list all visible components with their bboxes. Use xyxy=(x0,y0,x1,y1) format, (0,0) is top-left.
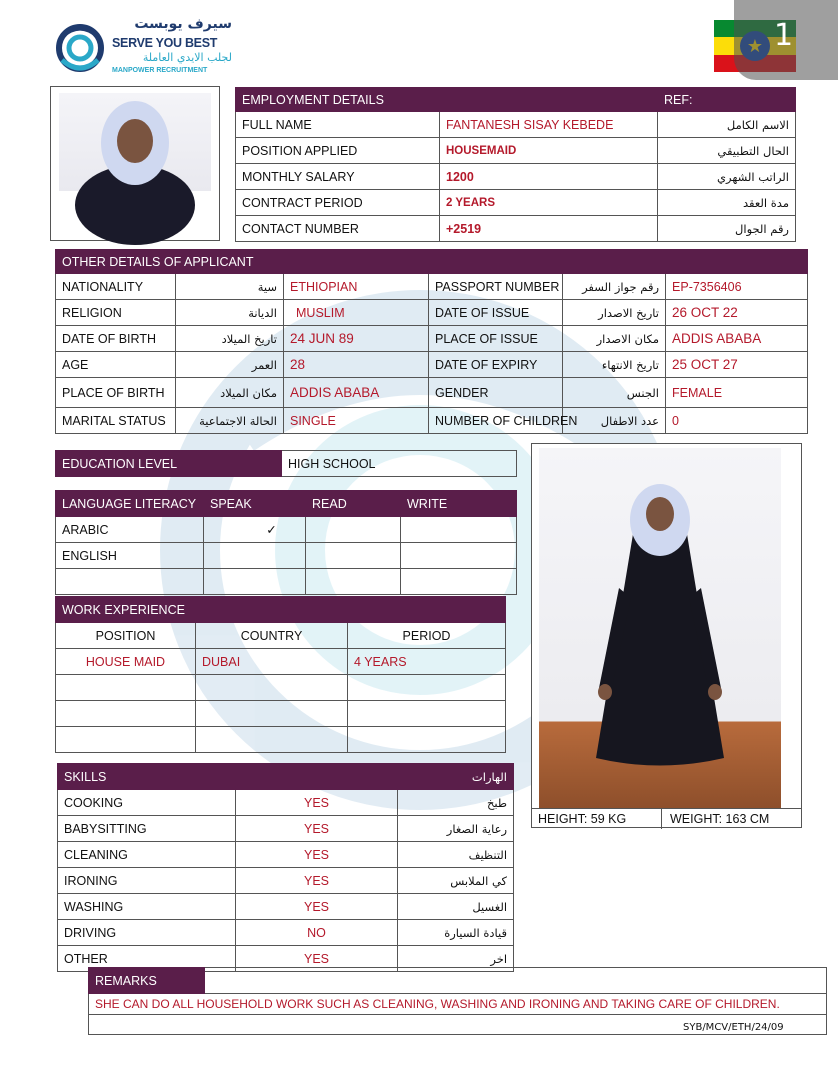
skill-name: WASHING xyxy=(58,894,236,920)
table-row xyxy=(58,842,514,868)
salary-value: 1200 xyxy=(440,164,658,190)
table-row xyxy=(236,112,796,138)
table-row xyxy=(56,352,808,378)
expiry-value: 25 OCT 27 xyxy=(666,352,808,378)
passport-arabic: رقم جواز السفر xyxy=(563,274,666,300)
skill-value: YES xyxy=(236,816,398,842)
table-row xyxy=(56,378,808,408)
language-read xyxy=(306,543,401,569)
employment-details-table xyxy=(235,87,796,242)
dob-arabic: تاريخ الميلاد xyxy=(176,326,284,352)
skill-name: BABYSITTING xyxy=(58,816,236,842)
work-country xyxy=(196,727,348,753)
full-body-photo xyxy=(539,448,781,808)
issue-place-value: ADDIS ABABA xyxy=(666,326,808,352)
skill-arabic: اخر xyxy=(398,946,514,972)
education-label: EDUCATION LEVEL xyxy=(56,451,282,477)
skill-arabic: التنظيف xyxy=(398,842,514,868)
age-arabic: العمر xyxy=(176,352,284,378)
speak-header: SPEAK xyxy=(204,491,306,517)
dob-value: 24 JUN 89 xyxy=(284,326,429,352)
remarks-title: REMARKS xyxy=(89,968,205,994)
salary-label: MONTHLY SALARY xyxy=(236,164,440,190)
logo-name: SERVE YOU BEST xyxy=(112,36,218,50)
table-row xyxy=(58,920,514,946)
skills-table xyxy=(57,763,514,972)
expiry-label: DATE OF EXPIRY xyxy=(429,352,563,378)
children-value: 0 xyxy=(666,408,808,434)
skill-arabic: قيادة السيارة xyxy=(398,920,514,946)
skill-value: YES xyxy=(236,946,398,972)
logo-knot-icon xyxy=(54,18,106,78)
table-row xyxy=(56,649,506,675)
table-row xyxy=(56,623,506,649)
page-number: 1 xyxy=(774,18,794,53)
position-arabic: الحال التطبيقي xyxy=(658,138,796,164)
contact-value: +2519 xyxy=(440,216,658,242)
skill-name: OTHER xyxy=(58,946,236,972)
work-position xyxy=(56,701,196,727)
education-value: HIGH SCHOOL xyxy=(282,451,517,477)
skill-name: IRONING xyxy=(58,868,236,894)
table-row xyxy=(236,216,796,242)
issue-date-value: 26 OCT 22 xyxy=(666,300,808,326)
logo-sub: MANPOWER RECRUITMENT xyxy=(112,67,208,74)
full-name-arabic: الاسم الكامل xyxy=(658,112,796,138)
skill-name: CLEANING xyxy=(58,842,236,868)
position-value: HOUSEMAID xyxy=(440,138,658,164)
full-name-value: FANTANESH SISAY KEBEDE xyxy=(440,112,658,138)
language-header: LANGUAGE LITERACY xyxy=(56,491,204,517)
issue-place-label: PLACE OF ISSUE xyxy=(429,326,563,352)
company-logo xyxy=(54,18,234,80)
portrait-photo-frame xyxy=(50,86,220,241)
contract-value: 2 YEARS xyxy=(440,190,658,216)
table-row xyxy=(58,868,514,894)
skill-value: YES xyxy=(236,894,398,920)
work-position xyxy=(56,727,196,753)
table-row xyxy=(236,164,796,190)
religion-value: MUSLIM xyxy=(284,300,429,326)
language-write xyxy=(401,569,517,595)
table-row xyxy=(56,274,808,300)
position-label: POSITION APPLIED xyxy=(236,138,440,164)
skill-value: YES xyxy=(236,842,398,868)
work-period xyxy=(348,727,506,753)
footer-code: SYB/MCV/ETH/24/09 xyxy=(683,1022,784,1033)
nationality-arabic: سية xyxy=(176,274,284,300)
table-row xyxy=(236,138,796,164)
full-name-label: FULL NAME xyxy=(236,112,440,138)
table-row xyxy=(56,300,808,326)
nationality-label: NATIONALITY xyxy=(56,274,176,300)
contract-label: CONTRACT PERIOD xyxy=(236,190,440,216)
skill-name: DRIVING xyxy=(58,920,236,946)
passport-value: EP-7356406 xyxy=(666,274,808,300)
gender-value: FEMALE xyxy=(666,378,808,408)
work-period xyxy=(348,701,506,727)
work-period xyxy=(348,675,506,701)
language-write xyxy=(401,517,517,543)
contact-label: CONTACT NUMBER xyxy=(236,216,440,242)
work-experience-title: WORK EXPERIENCE xyxy=(56,597,348,623)
age-label: AGE xyxy=(56,352,176,378)
language-table xyxy=(55,490,517,595)
language-name xyxy=(56,569,204,595)
skill-arabic: الغسيل xyxy=(398,894,514,920)
work-period: 4 YEARS xyxy=(348,649,506,675)
write-header: WRITE xyxy=(401,491,517,517)
birth-place-value: ADDIS ABABA xyxy=(284,378,429,408)
employment-details-title: EMPLOYMENT DETAILS xyxy=(236,88,658,112)
skill-arabic: طبخ xyxy=(398,790,514,816)
nationality-value: ETHIOPIAN xyxy=(284,274,429,300)
language-name: ENGLISH xyxy=(56,543,204,569)
religion-label: RELIGION xyxy=(56,300,176,326)
work-country xyxy=(196,701,348,727)
marital-value: SINGLE xyxy=(284,408,429,434)
other-details-title: OTHER DETAILS OF APPLICANT xyxy=(56,250,429,274)
table-row xyxy=(56,569,517,595)
table-row xyxy=(56,517,517,543)
birth-place-label: PLACE OF BIRTH xyxy=(56,378,176,408)
contract-arabic: مدة العقد xyxy=(658,190,796,216)
birth-place-arabic: مكان الميلاد xyxy=(176,378,284,408)
full-body-photo-frame xyxy=(531,443,802,828)
header-spacer xyxy=(348,597,506,623)
check-icon: ✓ xyxy=(204,517,306,543)
other-details-table xyxy=(55,249,808,434)
gender-arabic: الجنس xyxy=(563,378,666,408)
logo-arabic-sub: لجلب الايدي العاملة xyxy=(142,51,232,64)
education-table xyxy=(55,450,517,477)
table-row xyxy=(236,190,796,216)
portrait-photo xyxy=(59,93,211,191)
issue-place-arabic: مكان الاصدار xyxy=(563,326,666,352)
salary-arabic: الراتب الشهري xyxy=(658,164,796,190)
children-label: NUMBER OF CHILDREN xyxy=(429,408,563,434)
skill-value: YES xyxy=(236,868,398,894)
table-row xyxy=(56,326,808,352)
remarks-text: SHE CAN DO ALL HOUSEHOLD WORK SUCH AS CLEANING, WASHING AND IRONING AND TAKING CARE OF CHILDREN. xyxy=(89,994,827,1015)
header-spacer xyxy=(429,250,808,274)
dob-label: DATE OF BIRTH xyxy=(56,326,176,352)
language-read xyxy=(306,517,401,543)
religion-arabic: الديانة xyxy=(176,300,284,326)
skill-arabic: كي الملابس xyxy=(398,868,514,894)
issue-date-arabic: تاريخ الاصدار xyxy=(563,300,666,326)
page-number-tab xyxy=(734,0,838,80)
table-row xyxy=(58,894,514,920)
marital-arabic: الحالة الاجتماعية xyxy=(176,408,284,434)
language-speak xyxy=(204,543,306,569)
table-row xyxy=(56,543,517,569)
children-arabic: عدد الاطفال xyxy=(563,408,666,434)
work-position xyxy=(56,675,196,701)
skill-value: YES xyxy=(236,790,398,816)
period-header: PERIOD xyxy=(348,623,506,649)
skills-title: SKILLS xyxy=(58,764,398,790)
read-header: READ xyxy=(306,491,401,517)
skill-arabic: رعاية الصغار xyxy=(398,816,514,842)
work-country xyxy=(196,675,348,701)
table-row xyxy=(56,675,506,701)
gender-label: GENDER xyxy=(429,378,563,408)
passport-label: PASSPORT NUMBER xyxy=(429,274,563,300)
language-write xyxy=(401,543,517,569)
work-position: HOUSE MAID xyxy=(56,649,196,675)
work-country: DUBAI xyxy=(196,649,348,675)
ref-label: REF: xyxy=(658,88,796,112)
language-read xyxy=(306,569,401,595)
language-speak xyxy=(204,569,306,595)
marital-label: MARITAL STATUS xyxy=(56,408,176,434)
language-name: ARABIC xyxy=(56,517,204,543)
table-row xyxy=(56,727,506,753)
age-value: 28 xyxy=(284,352,429,378)
expiry-arabic: تاريخ الانتهاء xyxy=(563,352,666,378)
logo-arabic: سيرف يوبست xyxy=(134,16,232,32)
work-experience-table xyxy=(55,596,506,753)
header-spacer xyxy=(205,968,827,994)
skill-name: COOKING xyxy=(58,790,236,816)
position-header: POSITION xyxy=(56,623,196,649)
table-row xyxy=(56,408,808,434)
table-row xyxy=(58,790,514,816)
table-row xyxy=(58,816,514,842)
contact-arabic: رقم الجوال xyxy=(658,216,796,242)
weight-label: WEIGHT: 163 CM xyxy=(662,808,801,829)
height-label: HEIGHT: 59 KG xyxy=(532,808,662,829)
country-header: COUNTRY xyxy=(196,623,348,649)
skills-title-arabic: الهارات xyxy=(398,764,514,790)
skill-value: NO xyxy=(236,920,398,946)
table-row xyxy=(56,701,506,727)
issue-date-label: DATE OF ISSUE xyxy=(429,300,563,326)
